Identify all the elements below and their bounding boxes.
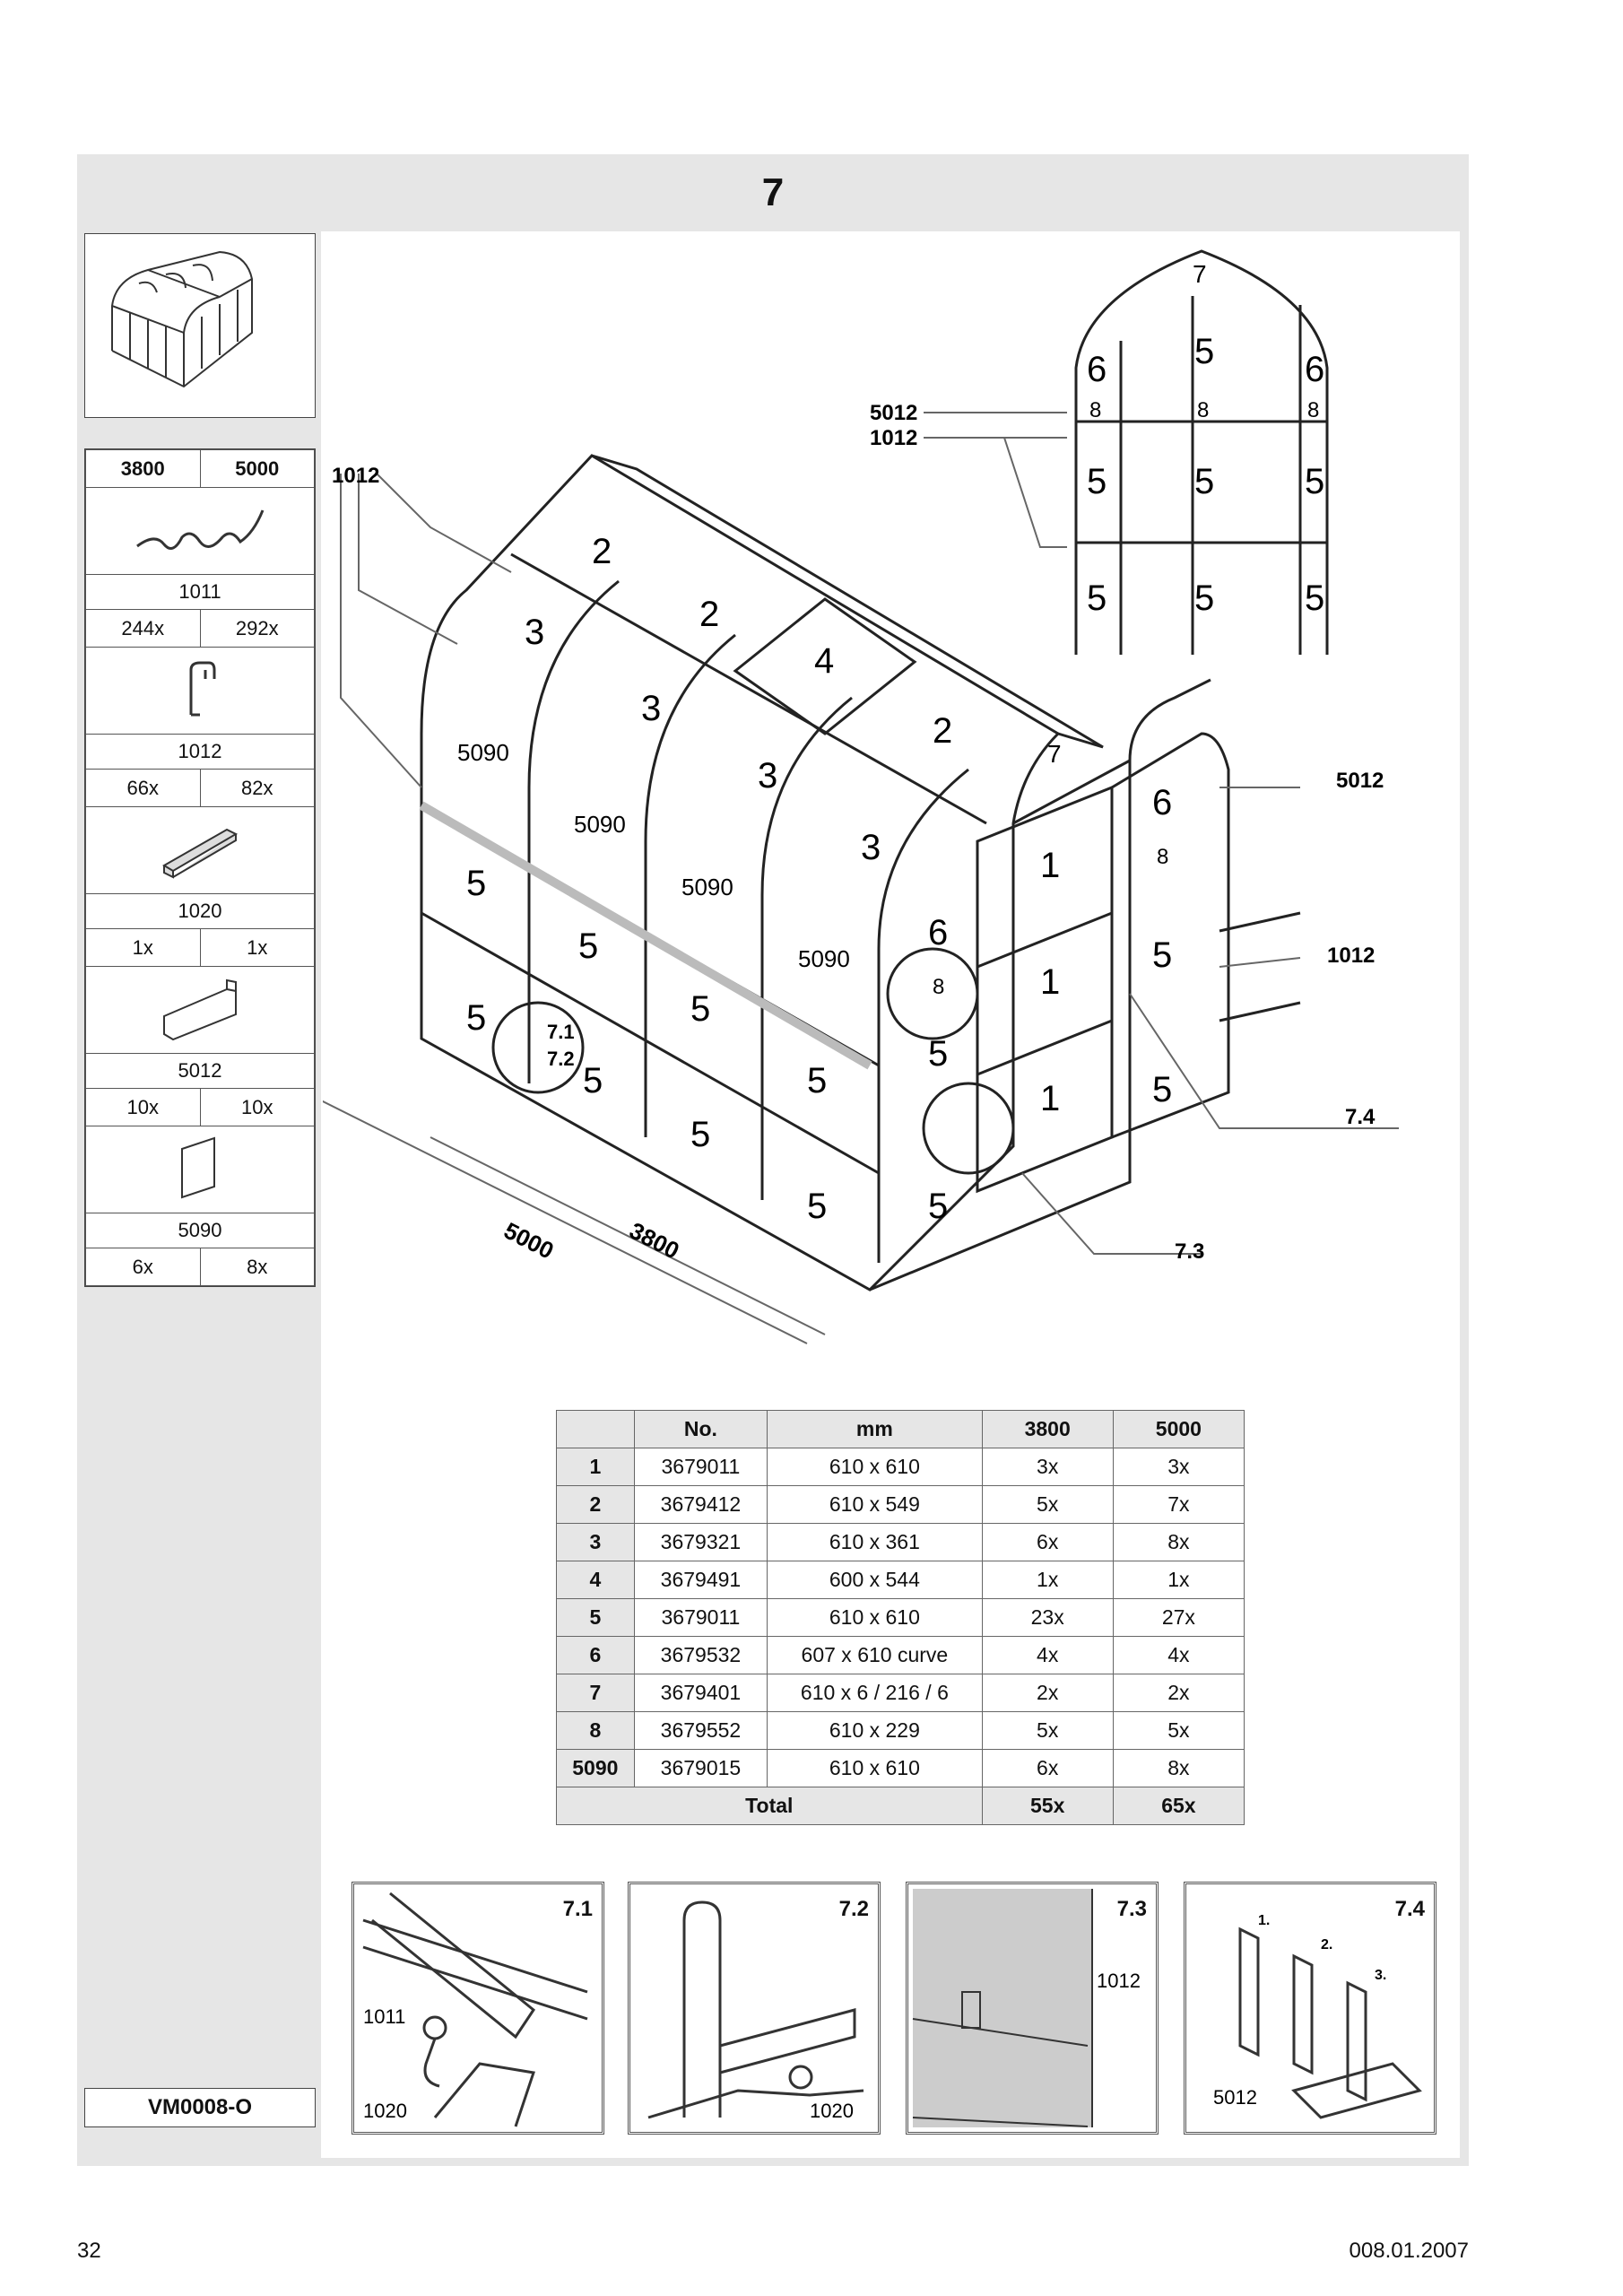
table-row	[557, 1674, 1245, 1712]
door-panel-1: 1	[1040, 962, 1061, 1002]
panel-label: 5	[807, 1061, 828, 1100]
row-q3800: 1x	[982, 1561, 1113, 1599]
detail-7-4	[1184, 1882, 1436, 2135]
table-row	[557, 1561, 1245, 1599]
gable-panel: 5	[1194, 462, 1215, 501]
end-panel-6: 6	[1152, 783, 1173, 822]
gable-panel: 8	[1197, 398, 1210, 422]
part-qty-5000: 292x	[200, 610, 315, 648]
row-no: 3679321	[634, 1524, 767, 1561]
row-index: 8	[557, 1712, 635, 1750]
dimension-3800: 3800	[625, 1216, 684, 1265]
detail-part: 1012	[1097, 1970, 1141, 1992]
total-q3800: 55x	[982, 1787, 1113, 1825]
dimension-5000: 5000	[499, 1216, 559, 1265]
part-code: 1020	[86, 894, 315, 929]
row-no: 3679412	[634, 1486, 767, 1524]
part-qty-3800: 1x	[86, 929, 201, 967]
row-index: 1	[557, 1448, 635, 1486]
spec-header: mm	[768, 1411, 982, 1448]
part-qty-5000: 8x	[200, 1248, 315, 1286]
row-mm: 600 x 544	[768, 1561, 982, 1599]
model-code: VM0008-O	[84, 2088, 316, 2127]
table-row	[557, 1637, 1245, 1674]
panel-label: 3	[861, 828, 881, 867]
table-total-row	[557, 1787, 1245, 1825]
clip-1011-image	[86, 488, 315, 575]
panel-label: 3	[525, 613, 545, 652]
part-code: 1011	[86, 575, 315, 610]
total-label: Total	[557, 1787, 983, 1825]
callout-1012-top: 1012	[870, 426, 918, 450]
row-no: 3679011	[634, 1448, 767, 1486]
row-q3800: 6x	[982, 1750, 1113, 1787]
part-code: 5090	[86, 1213, 315, 1248]
tool-5012-image	[86, 967, 315, 1054]
row-q5000: 8x	[1113, 1524, 1244, 1561]
panel-label: 3	[758, 756, 778, 796]
panel-label-5090: 5090	[681, 874, 733, 900]
parts-list	[84, 448, 316, 1287]
row-q5000: 4x	[1113, 1637, 1244, 1674]
row-q3800: 6x	[982, 1524, 1113, 1561]
table-row	[557, 1712, 1245, 1750]
row-q5000: 2x	[1113, 1674, 1244, 1712]
row-no: 3679015	[634, 1750, 767, 1787]
panel-label: 5	[928, 1034, 949, 1074]
end-panel-8: 8	[1157, 845, 1169, 869]
detail-part: 1020	[810, 2100, 854, 2122]
panel-label: 5	[690, 989, 711, 1029]
panel-label-5090: 5090	[457, 739, 509, 766]
end-panel-6: 6	[928, 913, 949, 952]
end-panel-5-hidden: 5	[1228, 1209, 1229, 1210]
spec-header	[557, 1411, 635, 1448]
row-no: 3679552	[634, 1712, 767, 1750]
row-index: 5090	[557, 1750, 635, 1787]
gable-panel: 8	[1307, 398, 1320, 422]
row-mm: 610 x 610	[768, 1750, 982, 1787]
row-index: 5	[557, 1599, 635, 1637]
row-mm: 610 x 610	[768, 1599, 982, 1637]
panel-label-5090: 5090	[574, 811, 626, 838]
panel-label-5090: 5090	[798, 945, 850, 972]
row-index: 7	[557, 1674, 635, 1712]
row-no: 3679011	[634, 1599, 767, 1637]
part-qty-3800: 66x	[86, 770, 201, 807]
spec-header: 3800	[982, 1411, 1113, 1448]
gable-panel: 5	[1194, 578, 1215, 618]
callout-7-1: 7.1	[547, 1021, 575, 1043]
table-row	[557, 1750, 1245, 1787]
gable-panel: 5	[1305, 578, 1325, 618]
row-no: 3679532	[634, 1637, 767, 1674]
gable-panel: 5	[1087, 578, 1107, 618]
detail-part: 1020	[363, 2100, 407, 2122]
panel-label: 3	[641, 689, 662, 728]
detail-part: 5012	[1213, 2086, 1257, 2109]
gable-panel: 6	[1087, 350, 1107, 389]
row-q5000: 7x	[1113, 1486, 1244, 1524]
panel-label: 2	[699, 595, 720, 634]
detail-step: 2.	[1321, 1937, 1333, 1952]
row-q3800: 4x	[982, 1637, 1113, 1674]
gable-panel: 5	[1194, 332, 1215, 371]
row-q5000: 3x	[1113, 1448, 1244, 1486]
row-mm: 607 x 610 curve	[768, 1637, 982, 1674]
detail-label: 7.2	[838, 1897, 869, 1921]
panel-label: 5	[578, 926, 599, 966]
panel-label: 5	[583, 1061, 603, 1100]
greenhouse-thumbnail	[84, 233, 316, 418]
row-q3800: 23x	[982, 1599, 1113, 1637]
table-row	[557, 1599, 1245, 1637]
row-mm: 610 x 361	[768, 1524, 982, 1561]
door-panel-1: 1	[1040, 1079, 1061, 1118]
detail-label: 7.4	[1394, 1897, 1425, 1921]
spec-header: 5000	[1113, 1411, 1244, 1448]
row-q5000: 27x	[1113, 1599, 1244, 1637]
step-number: 7	[761, 170, 785, 214]
row-index: 2	[557, 1486, 635, 1524]
part-qty-5000: 10x	[200, 1089, 315, 1126]
part-code: 1012	[86, 735, 315, 770]
callout-7-2: 7.2	[547, 1048, 575, 1070]
panel-label: 4	[814, 641, 835, 681]
row-q3800: 3x	[982, 1448, 1113, 1486]
panel-label: 7	[1047, 740, 1062, 768]
row-q5000: 5x	[1113, 1712, 1244, 1750]
panel-5090-image	[86, 1126, 315, 1213]
panel-label: 2	[592, 532, 612, 571]
row-no: 3679401	[634, 1674, 767, 1712]
callout-5012-right: 5012	[1336, 769, 1384, 793]
table-row	[557, 1486, 1245, 1524]
detail-label: 7.3	[1116, 1897, 1147, 1921]
row-q3800: 5x	[982, 1712, 1113, 1750]
part-qty-3800: 10x	[86, 1089, 201, 1126]
row-index: 4	[557, 1561, 635, 1599]
panel-spec-table	[556, 1410, 1245, 1825]
panel-label: 5	[690, 1115, 711, 1154]
detail-label: 7.1	[562, 1897, 593, 1921]
detail-7-3	[906, 1882, 1159, 2135]
parts-header-5000: 5000	[200, 450, 315, 488]
panel-label: 2	[933, 711, 953, 751]
row-mm: 610 x 549	[768, 1486, 982, 1524]
row-q3800: 5x	[982, 1486, 1113, 1524]
end-panel-5: 5	[1152, 935, 1173, 975]
callout-7-3: 7.3	[1175, 1239, 1205, 1264]
row-mm: 610 x 610	[768, 1448, 982, 1486]
gable-panel: 8	[1089, 398, 1102, 422]
row-index: 3	[557, 1524, 635, 1561]
gable-panel: 6	[1305, 350, 1325, 389]
detail-part: 1011	[363, 2005, 406, 2028]
row-q3800: 2x	[982, 1674, 1113, 1712]
parts-header-3800: 3800	[86, 450, 201, 488]
panel-label: 5	[466, 864, 487, 903]
detail-7-2	[628, 1882, 881, 2135]
table-row	[557, 1448, 1245, 1486]
row-mm: 610 x 229	[768, 1712, 982, 1750]
callout-1012-right: 1012	[1327, 944, 1376, 968]
callout-7-4: 7.4	[1345, 1105, 1376, 1129]
profile-1020-image	[86, 807, 315, 894]
part-qty-3800: 6x	[86, 1248, 201, 1286]
page-date: 008.01.2007	[1349, 2239, 1469, 2263]
detail-step: 1.	[1258, 1913, 1271, 1928]
callout-5012-top: 5012	[870, 401, 918, 425]
detail-7-1	[352, 1882, 604, 2135]
door-panel-1: 1	[1040, 846, 1061, 885]
part-qty-5000: 1x	[200, 929, 315, 967]
spec-header: No.	[634, 1411, 767, 1448]
total-q5000: 65x	[1113, 1787, 1244, 1825]
panel-label: 5	[807, 1187, 828, 1226]
gable-top-panel: 7	[1193, 260, 1207, 288]
gable-inset	[852, 233, 1426, 664]
row-q5000: 8x	[1113, 1750, 1244, 1787]
detail-step: 3.	[1375, 1968, 1387, 1983]
panel-label: 5	[466, 998, 487, 1038]
clip-1012-image	[86, 648, 315, 735]
page-number: 32	[77, 2239, 101, 2263]
callout-1012-left: 1012	[332, 464, 380, 488]
row-no: 3679491	[634, 1561, 767, 1599]
row-index: 6	[557, 1637, 635, 1674]
table-row	[557, 1524, 1245, 1561]
gable-panel: 5	[1305, 462, 1325, 501]
row-q5000: 1x	[1113, 1561, 1244, 1599]
gable-panel: 5	[1087, 462, 1107, 501]
end-panel-8: 8	[933, 975, 945, 999]
part-code: 5012	[86, 1054, 315, 1089]
end-panel-5: 5	[1152, 1070, 1173, 1109]
end-panel-5: 5	[928, 1187, 949, 1226]
part-qty-5000: 82x	[200, 770, 315, 807]
part-qty-3800: 244x	[86, 610, 201, 648]
row-mm: 610 x 6 / 216 / 6	[768, 1674, 982, 1712]
